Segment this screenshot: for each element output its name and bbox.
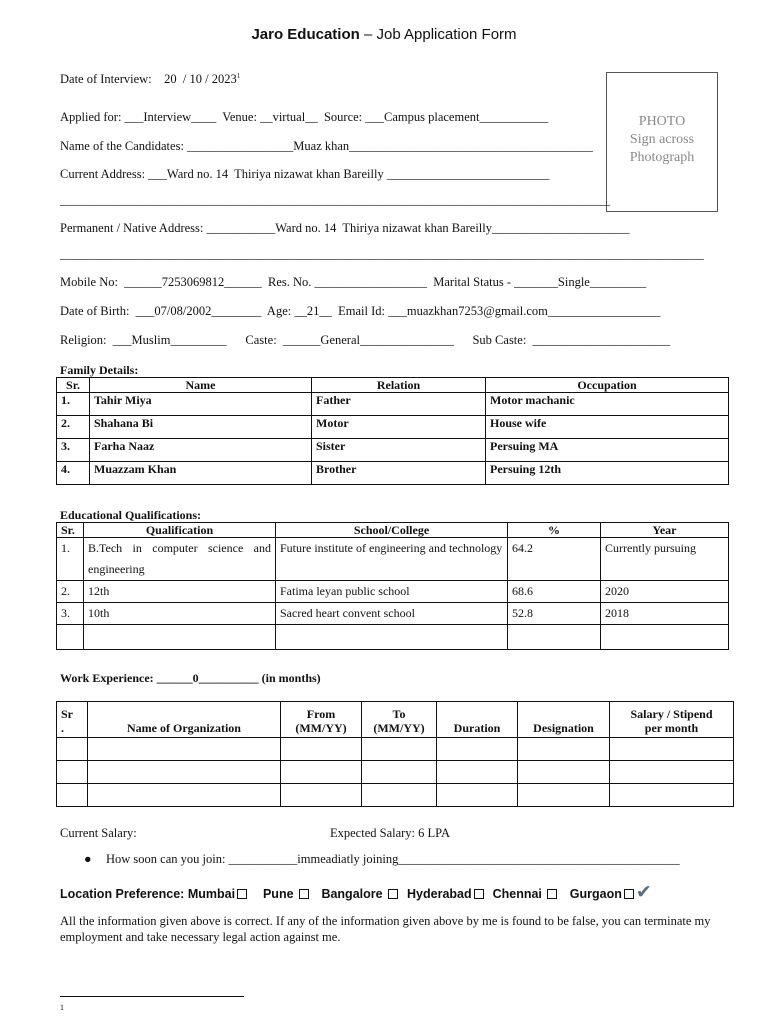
education-school: Fatima leyan public school <box>276 581 508 603</box>
family-occupation: Motor machanic <box>486 393 729 416</box>
table-row <box>57 603 729 625</box>
family-header-row <box>57 378 729 393</box>
page-title <box>0 26 768 43</box>
table-row <box>57 761 734 784</box>
education-percent: 52.8 <box>508 603 601 625</box>
education-sr: 3. <box>57 603 84 625</box>
family-name: Farha Naaz <box>90 439 312 462</box>
current-address-line2: ________________________________________________________________________________________ <box>60 193 610 207</box>
form-name: – Job Application Form <box>359 26 517 43</box>
location-option-bangalore: Bangalore <box>321 887 383 901</box>
table-row <box>57 784 734 807</box>
table-row <box>57 538 729 581</box>
photo-photograph-label: Photograph <box>629 150 695 165</box>
education-header-row <box>57 523 729 538</box>
family-heading: Family Details: <box>60 363 139 377</box>
table-row <box>57 462 729 485</box>
footnote-marker: 1 <box>60 1003 64 1012</box>
photo-box <box>606 72 718 212</box>
education-header-percent: % <box>508 523 601 538</box>
education-header-qualification: Qualification <box>84 523 276 538</box>
location-option-mumbai: Mumbai <box>187 887 236 901</box>
checkbox-icon[interactable] <box>474 889 484 899</box>
education-year: 2020 <box>601 581 729 603</box>
join-field: How soon can you join: ___________immeadiatly joining_____________________________________________ <box>106 852 680 866</box>
checkbox-icon[interactable] <box>547 889 557 899</box>
education-qualification: 10th <box>84 603 276 625</box>
family-sr: 2. <box>57 416 90 439</box>
education-percent: 64.2 <box>508 538 601 581</box>
mobile-field: Mobile No: ______7253069812______ Res. No. __________________ Marital Status - _______Single_________ <box>60 275 647 289</box>
permanent-address-field: Permanent / Native Address: ___________Ward no. 14 Thiriya nizawat khan Bareilly______________________ <box>60 221 630 235</box>
education-table <box>56 522 729 650</box>
education-header-school: School/College <box>276 523 508 538</box>
location-option-hyderabad: Hyderabad <box>407 887 472 901</box>
religion-field: Religion: ___Muslim_________ Caste: ______General_______________ Sub Caste: ______________________ <box>60 333 671 347</box>
family-header-occupation: Occupation <box>486 378 729 393</box>
date-of-interview-field <box>60 72 240 87</box>
current-salary-field: Current Salary: <box>60 826 137 840</box>
dob-field: Date of Birth: ___07/08/2002________ Age: __21__ Email Id: ___muazkhan7253@gmail.com__________________ <box>60 304 661 318</box>
education-header-sr: Sr. <box>57 523 84 538</box>
table-row <box>57 439 729 462</box>
candidate-name-field: Name of the Candidates: _________________Muaz khan_______________________________________ <box>60 139 593 153</box>
work-header-organization: Name of Organization <box>88 702 281 738</box>
family-relation: Brother <box>312 462 486 485</box>
family-occupation: Persuing 12th <box>486 462 729 485</box>
education-percent <box>508 625 601 650</box>
table-row <box>57 416 729 439</box>
education-header-year: Year <box>601 523 729 538</box>
education-sr <box>57 625 84 650</box>
education-year: Currently pursuing <box>601 538 729 581</box>
checkbox-icon[interactable] <box>388 889 398 899</box>
table-row <box>57 625 729 650</box>
checkmark-icon: ✔ <box>635 881 652 903</box>
location-option-pune: Pune <box>262 887 294 901</box>
company-name: Jaro Education <box>251 26 360 43</box>
education-year <box>601 625 729 650</box>
work-header-sr: Sr . <box>57 702 88 738</box>
location-preference <box>60 881 652 903</box>
work-experience-line: Work Experience: ______0__________ (in months) <box>60 671 321 685</box>
education-qualification: 12th <box>84 581 276 603</box>
family-name: Muazzam Khan <box>90 462 312 485</box>
education-year: 2018 <box>601 603 729 625</box>
education-percent: 68.6 <box>508 581 601 603</box>
family-relation: Sister <box>312 439 486 462</box>
current-address-field: Current Address: ___Ward no. 14 Thiriya nizawat khan Bareilly __________________________ <box>60 167 550 181</box>
education-school <box>276 625 508 650</box>
declaration-text: All the information given above is correct. If any of the information given above by me is found to be false, you can terminate my employment and take necessary legal action against me. <box>60 914 711 944</box>
family-name: Shahana Bi <box>90 416 312 439</box>
family-occupation: House wife <box>486 416 729 439</box>
family-sr: 1. <box>57 393 90 416</box>
checkbox-icon[interactable] <box>299 889 309 899</box>
work-header-row <box>57 702 734 738</box>
family-header-relation: Relation <box>312 378 486 393</box>
family-relation: Father <box>312 393 486 416</box>
family-header-name: Name <box>90 378 312 393</box>
education-school: Future institute of engineering and technology <box>276 538 508 581</box>
location-option-chennai: Chennai <box>492 887 542 901</box>
location-label: Location Preference: <box>60 887 188 901</box>
join-bullet: ● <box>84 852 92 866</box>
work-header-to: To (MM/YY) <box>362 702 437 738</box>
footnote-ref: 1 <box>236 72 241 80</box>
table-row <box>57 393 729 416</box>
applied-for-field: Applied for: ___Interview____ Venue: __virtual__ Source: ___Campus placement___________ <box>60 110 549 124</box>
footnote-divider <box>60 996 244 997</box>
education-heading: Educational Qualifications: <box>60 508 202 522</box>
family-relation: Motor <box>312 416 486 439</box>
education-sr: 1. <box>57 538 84 581</box>
education-qualification: B.Tech in computer science and engineering <box>84 538 276 581</box>
education-school: Sacred heart convent school <box>276 603 508 625</box>
family-sr: 3. <box>57 439 90 462</box>
work-header-from: From (MM/YY) <box>281 702 362 738</box>
family-header-sr: Sr. <box>57 378 90 393</box>
table-row <box>57 738 734 761</box>
photo-label: PHOTO <box>638 114 686 129</box>
location-option-gurgaon: Gurgaon <box>569 887 622 901</box>
family-table <box>56 377 729 485</box>
checkbox-icon[interactable] <box>237 889 247 899</box>
family-sr: 4. <box>57 462 90 485</box>
permanent-address-line2: _______________________________________________________________________________________________________ <box>60 247 704 261</box>
education-qualification <box>84 625 276 650</box>
family-occupation: Persuing MA <box>486 439 729 462</box>
work-header-duration: Duration <box>437 702 518 738</box>
family-name: Tahir Miya <box>90 393 312 416</box>
checkbox-icon[interactable] <box>624 889 634 899</box>
table-row <box>57 581 729 603</box>
date-of-interview-text: Date of Interview: 20 / 10 / 2023 <box>60 72 237 87</box>
work-table <box>56 701 734 807</box>
work-header-salary: Salary / Stipend per month <box>610 702 734 738</box>
photo-sign-label: Sign across <box>629 132 695 147</box>
expected-salary-field: Expected Salary: 6 LPA <box>330 826 451 840</box>
work-header-designation: Designation <box>518 702 610 738</box>
education-sr: 2. <box>57 581 84 603</box>
